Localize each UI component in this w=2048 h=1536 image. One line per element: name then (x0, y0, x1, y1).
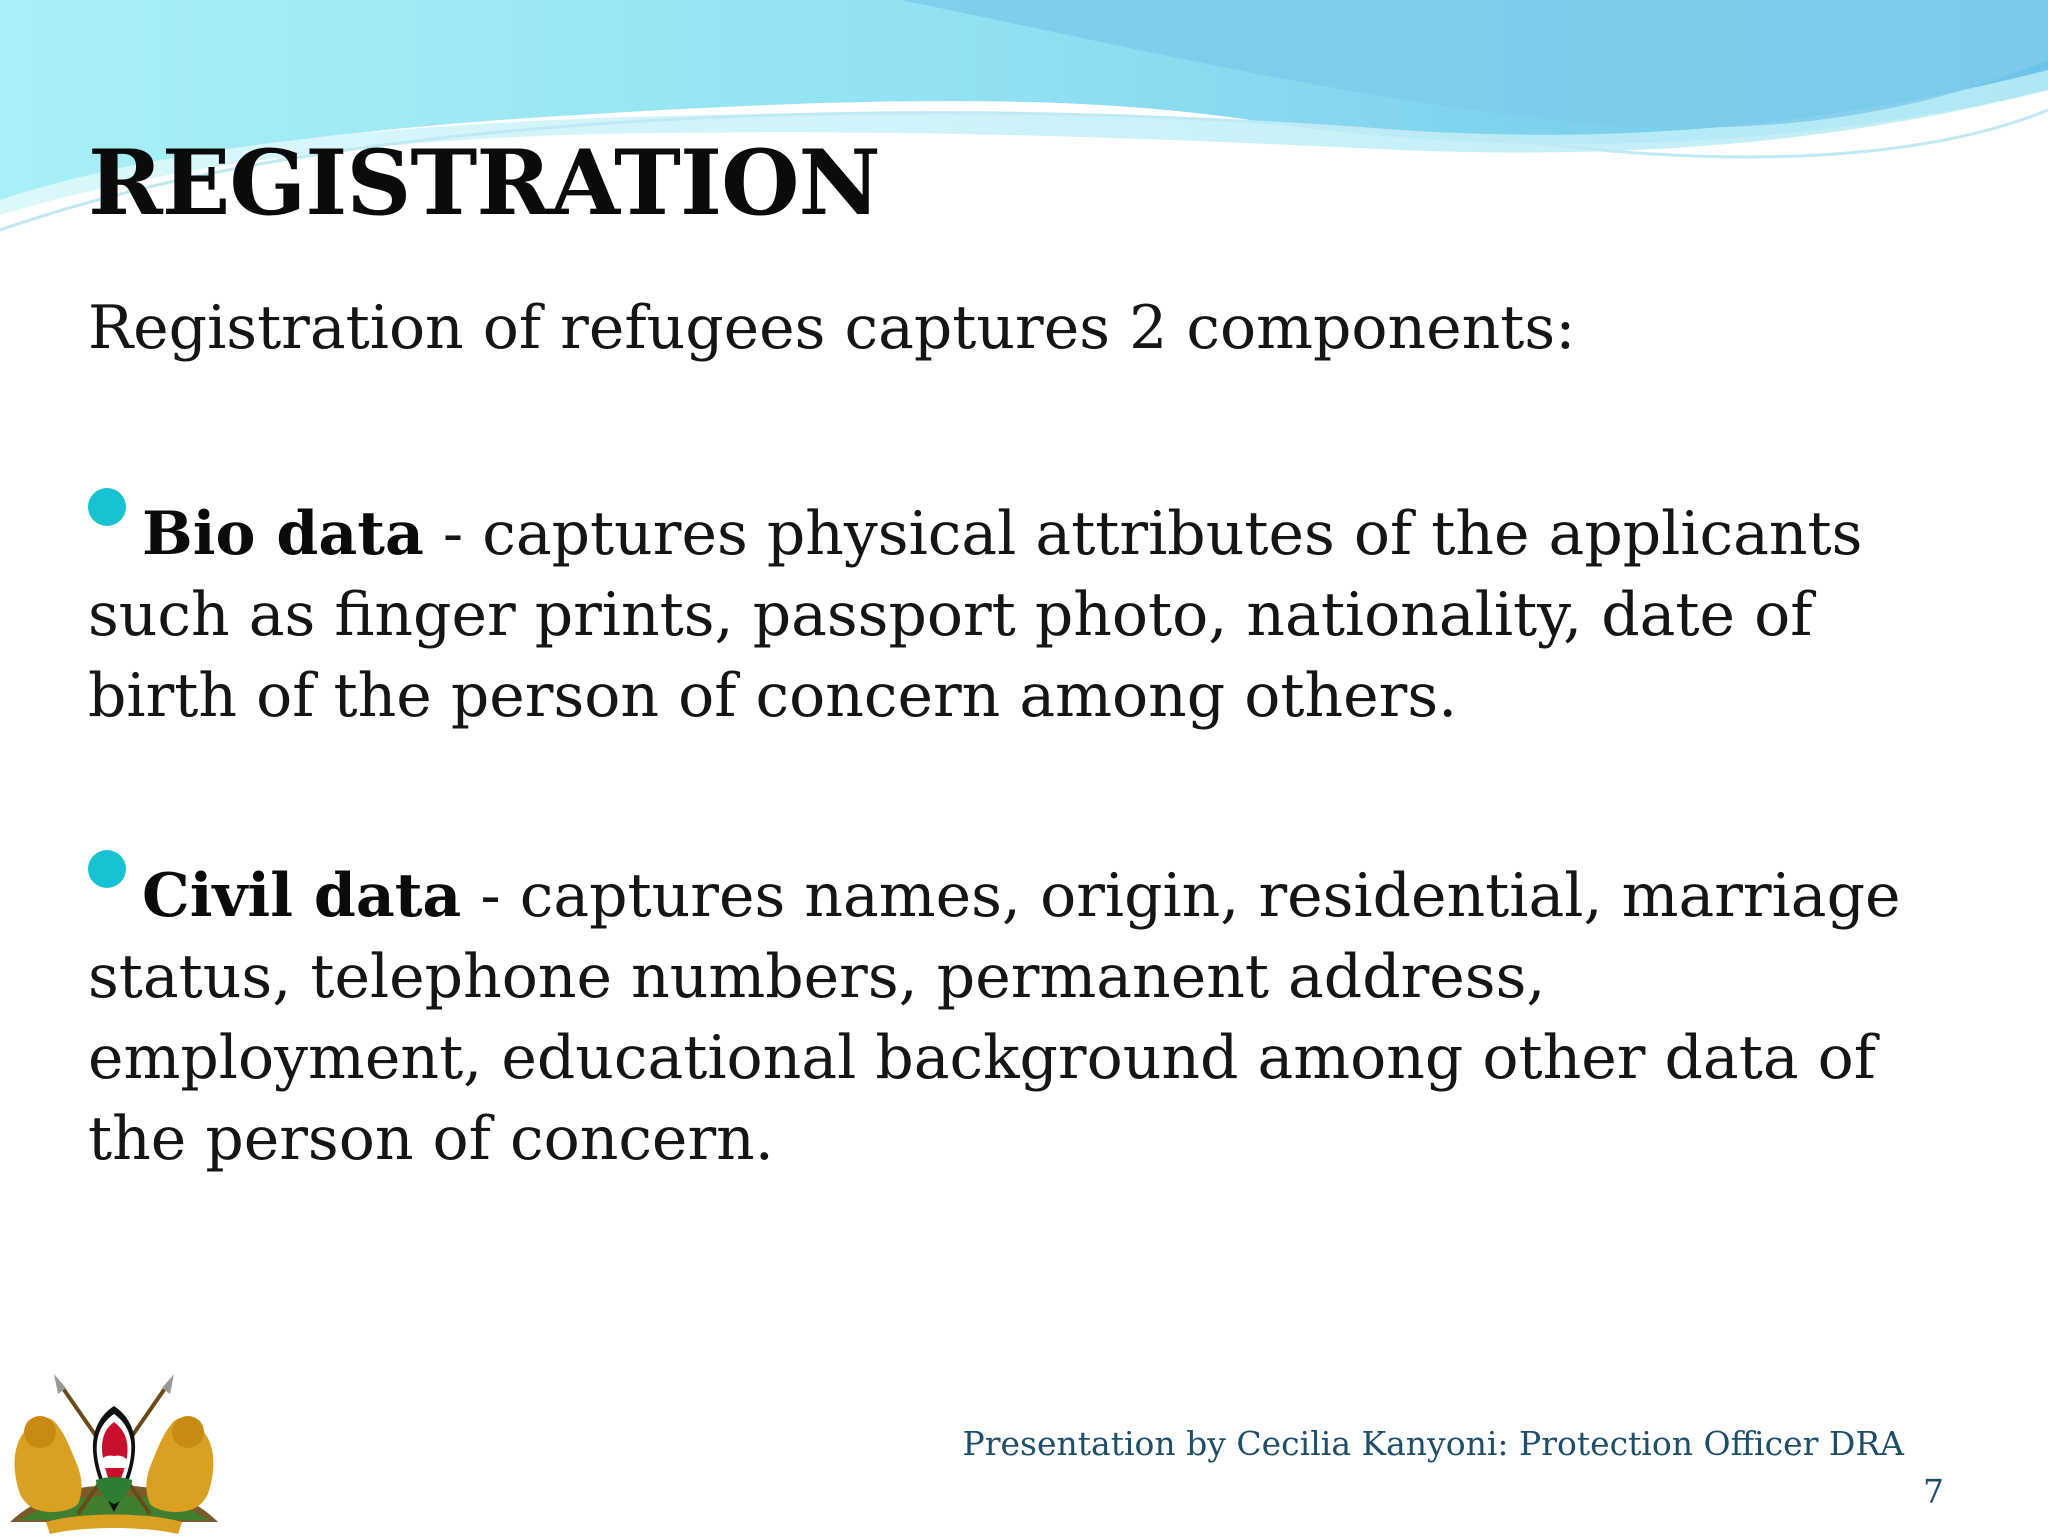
bullet-civil-data (88, 850, 1908, 1180)
bullet-bio-data (88, 488, 1908, 737)
bullet-term: Civil data (142, 861, 462, 931)
footer-presenter: Presentation by Cecilia Kanyoni: Protection Officer DRA (962, 1424, 1904, 1463)
slide-title: REGISTRATION (88, 130, 880, 236)
bullet-dot-icon (88, 850, 126, 888)
bullet-text: - captures names, origin, residential, marriage status, telephone numbers, permanent address, employment, educational background among other data of the person of concern. (88, 861, 1901, 1174)
bullet-dot-icon (88, 488, 126, 526)
bullet-term: Bio data (142, 499, 424, 569)
bullet-text: - captures physical attributes of the applicants such as finger prints, passport photo, nationality, date of birth of the person of concern among others. (88, 499, 1863, 731)
page-number: 7 (1923, 1472, 1944, 1511)
slide-intro: Registration of refugees captures 2 components: (88, 293, 1576, 363)
kenya-coat-of-arms-icon (0, 1344, 228, 1536)
